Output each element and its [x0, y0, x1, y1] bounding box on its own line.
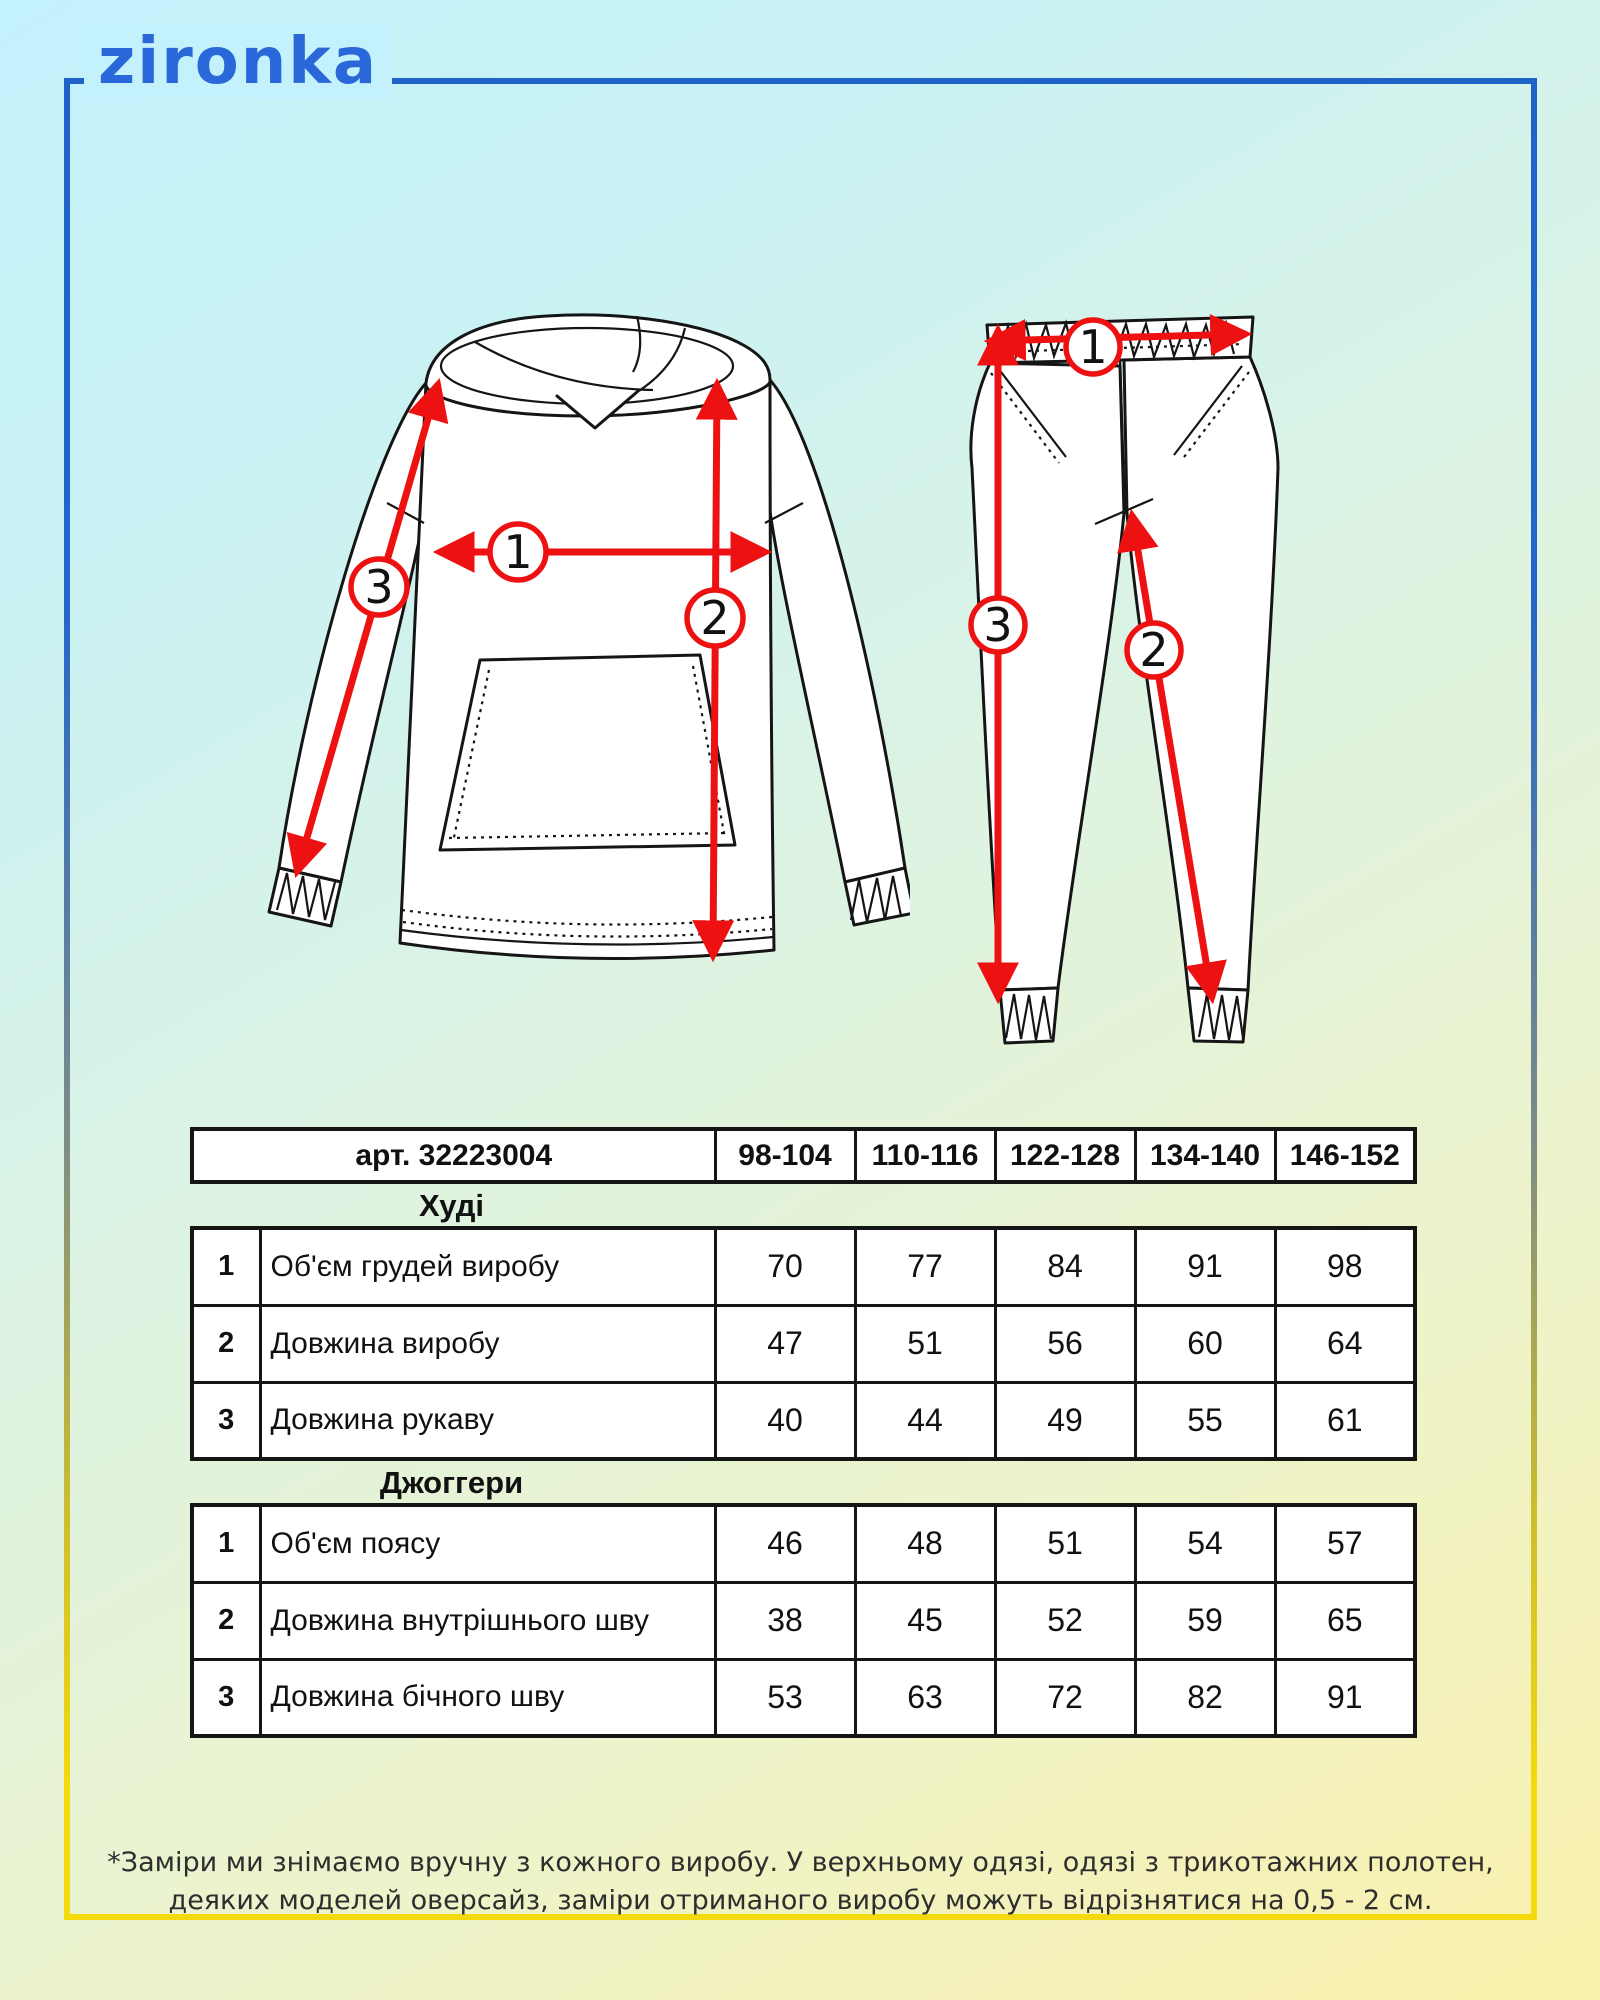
- size-header-cell: 134-140: [1135, 1129, 1275, 1182]
- measurement-value: 56: [995, 1305, 1135, 1382]
- measurement-value: 52: [995, 1582, 1135, 1659]
- measurement-label: Довжина виробу: [260, 1305, 715, 1382]
- measurement-value: 60: [1135, 1305, 1275, 1382]
- size-header-row: [192, 1129, 1415, 1182]
- joggers-marker-3: 3: [983, 598, 1013, 652]
- measurement-value: 91: [1135, 1228, 1275, 1305]
- table-row: [192, 1305, 1415, 1382]
- measurement-value: 46: [715, 1505, 855, 1582]
- measurement-disclaimer: [64, 1844, 1537, 1920]
- measurement-value: 48: [855, 1505, 995, 1582]
- measurement-value: 51: [855, 1305, 995, 1382]
- measurement-value: 77: [855, 1228, 995, 1305]
- row-number: 2: [192, 1305, 260, 1382]
- measurement-value: 98: [1275, 1228, 1415, 1305]
- hoodie-diagram: [225, 310, 910, 1050]
- measurement-value: 49: [995, 1382, 1135, 1459]
- row-number: 3: [192, 1382, 260, 1459]
- measurement-value: 44: [855, 1382, 995, 1459]
- measurement-label: Об'єм поясу: [260, 1505, 715, 1582]
- measurement-value: 64: [1275, 1305, 1415, 1382]
- hoodie-marker-2: 2: [700, 591, 730, 645]
- measurement-value: 47: [715, 1305, 855, 1382]
- hoodie-marker-3: 3: [364, 560, 394, 614]
- measurement-value: 40: [715, 1382, 855, 1459]
- measurement-value: 45: [855, 1582, 995, 1659]
- joggers-outline: [971, 317, 1278, 1043]
- joggers-left-leg: [971, 363, 1124, 990]
- row-number: 1: [192, 1228, 260, 1305]
- hoodie-pocket: [440, 655, 735, 850]
- hoodie-arrow-length: [713, 384, 717, 956]
- row-number: 1: [192, 1505, 260, 1582]
- measurement-value: 57: [1275, 1505, 1415, 1582]
- brand-logo: zironka: [84, 24, 392, 100]
- measurement-value: 65: [1275, 1582, 1415, 1659]
- measurement-value: 72: [995, 1659, 1135, 1736]
- section-title-hoodie: Худі: [418, 1188, 485, 1223]
- article-number: арт. 32223004: [192, 1129, 715, 1182]
- size-header-cell: 110-116: [855, 1129, 995, 1182]
- joggers-diagram: [960, 310, 1290, 1050]
- table-row: [192, 1659, 1415, 1736]
- disclaimer-line-2: деяких моделей оверсайз, заміри отриманого виробу можуть відрізнятися на 0,5 - 2 см.: [168, 1885, 1433, 1916]
- measurement-value: 59: [1135, 1582, 1275, 1659]
- size-header-cell: 122-128: [995, 1129, 1135, 1182]
- section-title-joggers: Джоггери: [379, 1465, 524, 1500]
- measurement-label: Об'єм грудей виробу: [260, 1228, 715, 1305]
- measurement-value: 63: [855, 1659, 995, 1736]
- measurement-value: 91: [1275, 1659, 1415, 1736]
- size-header-cell: 98-104: [715, 1129, 855, 1182]
- measurement-value: 84: [995, 1228, 1135, 1305]
- joggers-measurements-table: [190, 1503, 1417, 1738]
- measurement-value: 53: [715, 1659, 855, 1736]
- measurement-value: 55: [1135, 1382, 1275, 1459]
- hoodie-marker-1: 1: [503, 525, 533, 579]
- measurement-value: 82: [1135, 1659, 1275, 1736]
- measurement-value: 38: [715, 1582, 855, 1659]
- row-number: 3: [192, 1659, 260, 1736]
- measurement-label: Довжина внутрішнього шву: [260, 1582, 715, 1659]
- joggers-marker-2: 2: [1139, 623, 1169, 677]
- table-row: [192, 1582, 1415, 1659]
- hoodie-right-sleeve: [767, 380, 905, 882]
- measurement-value: 54: [1135, 1505, 1275, 1582]
- measurement-label: Довжина бічного шву: [260, 1659, 715, 1736]
- size-header-cell: 146-152: [1275, 1129, 1415, 1182]
- measurement-value: 61: [1275, 1382, 1415, 1459]
- size-chart: [190, 1127, 1410, 1738]
- hoodie-measurements-table: [190, 1226, 1417, 1461]
- row-number: 2: [192, 1582, 260, 1659]
- size-chart-header-table: [190, 1127, 1417, 1184]
- measurement-value: 70: [715, 1228, 855, 1305]
- measurement-value: 51: [995, 1505, 1135, 1582]
- measurement-label: Довжина рукаву: [260, 1382, 715, 1459]
- table-row: [192, 1382, 1415, 1459]
- joggers-marker-1: 1: [1078, 320, 1108, 374]
- disclaimer-line-1: *Заміри ми знімаємо вручну з кожного виробу. У верхньому одязі, одязі з трикотажних полотен,: [107, 1847, 1494, 1878]
- table-row: [192, 1228, 1415, 1305]
- table-row: [192, 1505, 1415, 1582]
